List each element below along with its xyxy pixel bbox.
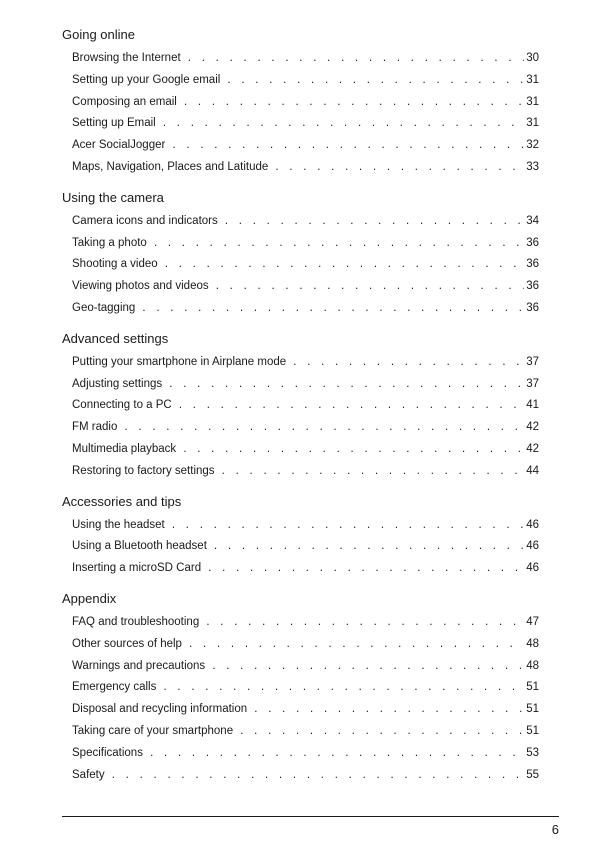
- entry-page-number: 48: [526, 637, 539, 650]
- dot-leader: [292, 353, 524, 375]
- dot-leader: [226, 71, 524, 93]
- dot-leader: [182, 440, 524, 462]
- table-of-contents: [62, 26, 539, 786]
- entry-page-number: 51: [526, 681, 539, 694]
- footer-divider: [62, 816, 559, 817]
- toc-entry[interactable]: [62, 439, 539, 461]
- dot-leader: [274, 158, 524, 180]
- toc-section: [62, 26, 539, 179]
- entry-title: Shooting a video: [72, 258, 158, 271]
- dot-leader: [162, 114, 524, 136]
- dot-leader: [153, 234, 524, 256]
- toc-entry[interactable]: [62, 157, 539, 179]
- entry-page-number: 44: [526, 464, 539, 477]
- entry-page-number: 37: [526, 377, 539, 390]
- dot-leader: [123, 418, 524, 440]
- dot-leader: [211, 657, 524, 679]
- entry-title: Other sources of help: [72, 637, 182, 650]
- toc-entry[interactable]: [62, 677, 539, 699]
- entry-title: FM radio: [72, 421, 118, 434]
- dot-leader: [215, 277, 525, 299]
- entry-page-number: 36: [526, 280, 539, 293]
- dot-leader: [183, 93, 524, 115]
- entry-page-number: 34: [526, 214, 539, 227]
- entry-page-number: 46: [526, 540, 539, 553]
- dot-leader: [239, 722, 524, 744]
- toc-entry[interactable]: [62, 558, 539, 580]
- section-title: Appendix: [62, 590, 117, 606]
- entry-title: Setting up your Google email: [72, 73, 221, 86]
- toc-entry[interactable]: [62, 70, 539, 92]
- dot-leader: [162, 678, 524, 700]
- toc-entry[interactable]: [62, 699, 539, 721]
- toc-entry[interactable]: [62, 211, 539, 233]
- dot-leader: [178, 396, 524, 418]
- page-number: 6: [551, 822, 559, 837]
- entry-title: FAQ and troubleshooting: [72, 615, 200, 628]
- dot-leader: [253, 700, 524, 722]
- toc-entry[interactable]: [62, 612, 539, 634]
- dot-leader: [111, 766, 525, 788]
- entry-page-number: 36: [526, 258, 539, 271]
- toc-entry[interactable]: [62, 395, 539, 417]
- entry-page-number: 42: [526, 421, 539, 434]
- entry-page-number: 55: [526, 768, 539, 781]
- entry-title: Taking a photo: [72, 236, 147, 249]
- section-title: Using the camera: [62, 189, 164, 205]
- dot-leader: [187, 49, 525, 71]
- entry-title: Restoring to factory settings: [72, 464, 215, 477]
- dot-leader: [188, 635, 524, 657]
- entry-page-number: 51: [526, 703, 539, 716]
- toc-section: [62, 493, 539, 580]
- entry-title: Inserting a microSD Card: [72, 562, 202, 575]
- entry-page-number: 31: [526, 117, 539, 130]
- toc-entry[interactable]: [62, 536, 539, 558]
- entry-title: Adjusting settings: [72, 377, 163, 390]
- toc-entry[interactable]: [62, 721, 539, 743]
- toc-entry[interactable]: [62, 634, 539, 656]
- entry-title: Connecting to a PC: [72, 399, 172, 412]
- entry-page-number: 41: [526, 399, 539, 412]
- dot-leader: [213, 537, 524, 559]
- toc-entry[interactable]: [62, 515, 539, 537]
- dot-leader: [171, 516, 525, 538]
- toc-entry[interactable]: [62, 254, 539, 276]
- entry-page-number: 47: [526, 615, 539, 628]
- toc-entry[interactable]: [62, 298, 539, 320]
- dot-leader: [207, 559, 524, 581]
- toc-entry[interactable]: [62, 233, 539, 255]
- entry-page-number: 48: [526, 659, 539, 672]
- dot-leader: [205, 613, 524, 635]
- entry-page-number: 51: [526, 724, 539, 737]
- toc-entry[interactable]: [62, 417, 539, 439]
- entry-title: Specifications: [72, 746, 143, 759]
- entry-title: Browsing the Internet: [72, 52, 181, 64]
- section-title: Accessories and tips: [62, 493, 182, 509]
- toc-section: [62, 189, 539, 320]
- entry-page-number: 42: [526, 442, 539, 455]
- entry-title: Acer SocialJogger: [72, 139, 166, 152]
- entry-page-number: 31: [526, 73, 539, 86]
- entry-page-number: 46: [526, 562, 539, 575]
- toc-entry[interactable]: [62, 352, 539, 374]
- entry-title: Camera icons and indicators: [72, 214, 218, 227]
- dot-leader: [221, 462, 525, 484]
- toc-entry[interactable]: [62, 92, 539, 114]
- section-title: Advanced settings: [62, 330, 169, 346]
- dot-leader: [168, 375, 524, 397]
- dot-leader: [141, 299, 524, 321]
- entry-title: Multimedia playback: [72, 442, 177, 455]
- entry-title: Using the headset: [72, 518, 165, 531]
- entry-title: Emergency calls: [72, 681, 157, 694]
- toc-entry[interactable]: [62, 656, 539, 678]
- toc-entry[interactable]: [62, 374, 539, 396]
- entry-page-number: 36: [526, 301, 539, 314]
- entry-title: Using a Bluetooth headset: [72, 540, 207, 553]
- dot-leader: [164, 255, 525, 277]
- entry-title: Viewing photos and videos: [72, 280, 209, 293]
- dot-leader: [171, 136, 524, 158]
- entry-title: Disposal and recycling information: [72, 703, 248, 716]
- toc-entry[interactable]: [62, 113, 539, 135]
- toc-entry[interactable]: [62, 461, 539, 483]
- entry-page-number: 37: [526, 355, 539, 368]
- entry-page-number: 53: [526, 746, 539, 759]
- toc-entry[interactable]: [62, 765, 539, 787]
- entry-title: Maps, Navigation, Places and Latitude: [72, 160, 269, 173]
- entry-title: Setting up Email: [72, 117, 156, 130]
- dot-leader: [149, 744, 524, 766]
- entry-page-number: 46: [526, 518, 539, 531]
- entry-page-number: 32: [526, 139, 539, 152]
- entry-title: Safety: [72, 768, 105, 781]
- entry-page-number: 36: [526, 236, 539, 249]
- entry-page-number: 30: [526, 52, 539, 64]
- entry-page-number: 31: [526, 95, 539, 108]
- toc-section: [62, 330, 539, 483]
- entry-page-number: 33: [526, 160, 539, 173]
- entry-title: Putting your smartphone in Airplane mode: [72, 355, 287, 368]
- entry-title: Taking care of your smartphone: [72, 724, 234, 737]
- toc-entry[interactable]: [62, 276, 539, 298]
- toc-entry[interactable]: [62, 743, 539, 765]
- section-title: Going online: [62, 27, 135, 42]
- toc-entry[interactable]: [62, 135, 539, 157]
- dot-leader: [224, 212, 524, 234]
- toc-section: [62, 590, 539, 786]
- entry-title: Composing an email: [72, 95, 177, 108]
- entry-title: Warnings and precautions: [72, 659, 206, 672]
- toc-entry[interactable]: [62, 48, 539, 70]
- entry-title: Geo-tagging: [72, 301, 136, 314]
